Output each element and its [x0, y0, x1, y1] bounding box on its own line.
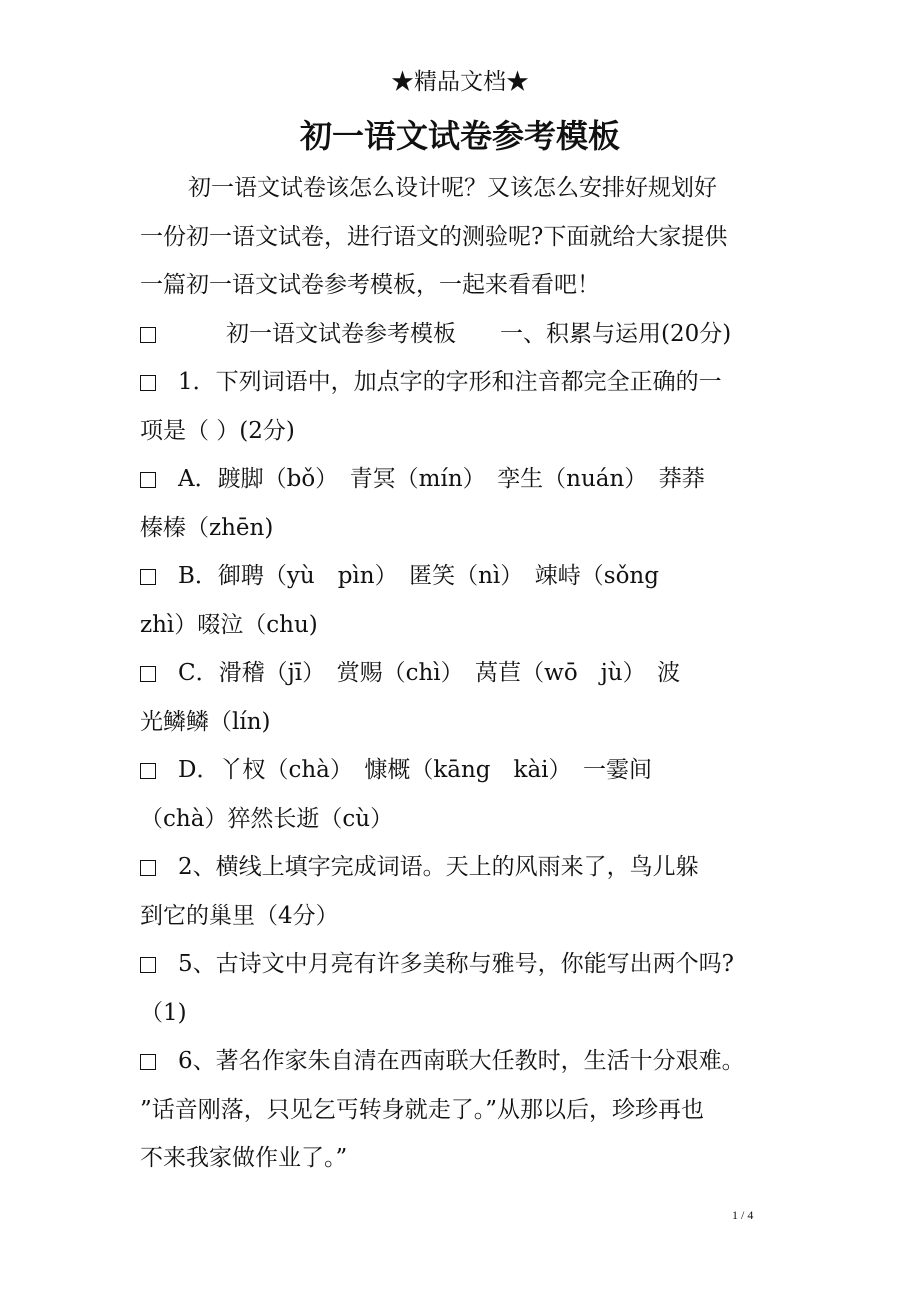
page-number: 1 / 4	[732, 1208, 754, 1222]
option-a-cont: 榛榛（zhēn)	[140, 514, 274, 541]
bullet-box-icon	[140, 569, 156, 585]
section-right: 一、积累与运用(20分)	[500, 320, 732, 347]
option-b: B．御聘（yù pìn） 匿笑（nì） 竦峙（sǒng	[140, 552, 785, 601]
question-5-cont: （1)	[140, 999, 187, 1026]
question-6: 6、著名作家朱自清在西南联大任教时，生活十分艰难。	[140, 1037, 785, 1086]
intro-line-3: 一篇初一语文试卷参考模板，一起来看看吧！	[140, 272, 600, 298]
option-a: A．踱脚（bǒ） 青冥（mín） 孪生（nuán） 莽莽	[140, 455, 785, 504]
document-body	[140, 164, 785, 1183]
question-2: 2、横线上填字完成词语。天上的风雨来了，鸟儿躲	[140, 843, 785, 892]
option-d: D．丫杈（chà） 慷概（kāng kài） 一霎间	[140, 746, 785, 795]
question-1-cont: 项是（ ）(2分)	[140, 417, 295, 444]
bullet-box-icon	[140, 763, 156, 779]
page-header: ★精品文档★	[391, 69, 529, 95]
question-1: 1．下列词语中，加点字的字形和注音都完全正确的一	[140, 358, 785, 407]
option-c: C．滑稽（jī） 赏赐（chì） 莴苣（wō jù） 波	[140, 649, 785, 698]
document-title: 初一语文试卷参考模板	[299, 117, 620, 155]
bullet-box-icon	[140, 327, 156, 343]
bullet-box-icon	[140, 860, 156, 876]
section-left: 初一语文试卷参考模板	[226, 320, 456, 347]
bullet-box-icon	[140, 472, 156, 488]
question-5: 5、古诗文中月亮有许多美称与雅号，你能写出两个吗?	[140, 940, 785, 989]
question-6-cont-2: 不来我家做作业了。”	[140, 1145, 348, 1171]
bullet-box-icon	[140, 957, 156, 973]
bullet-box-icon	[140, 1054, 156, 1070]
intro-line-1: 初一语文试卷该怎么设计呢？又该怎么安排好规划好	[188, 175, 717, 201]
bullet-box-icon	[140, 375, 156, 391]
question-2-cont: 到它的巢里（4分）	[140, 902, 339, 929]
section-heading	[140, 310, 785, 359]
question-6-cont-1: ”话音刚落，只见乞丐转身就走了。”从那以后，珍珍再也	[140, 1096, 705, 1123]
bullet-box-icon	[140, 666, 156, 682]
option-c-cont: 光鳞鳞（lín)	[140, 708, 271, 735]
option-b-cont: zhì）啜泣（chu)	[140, 611, 318, 638]
intro-line-2: 一份初一语文试卷，进行语文的测验呢?下面就给大家提供	[140, 223, 728, 250]
option-d-cont: （chà）猝然长逝（cù）	[140, 805, 394, 832]
